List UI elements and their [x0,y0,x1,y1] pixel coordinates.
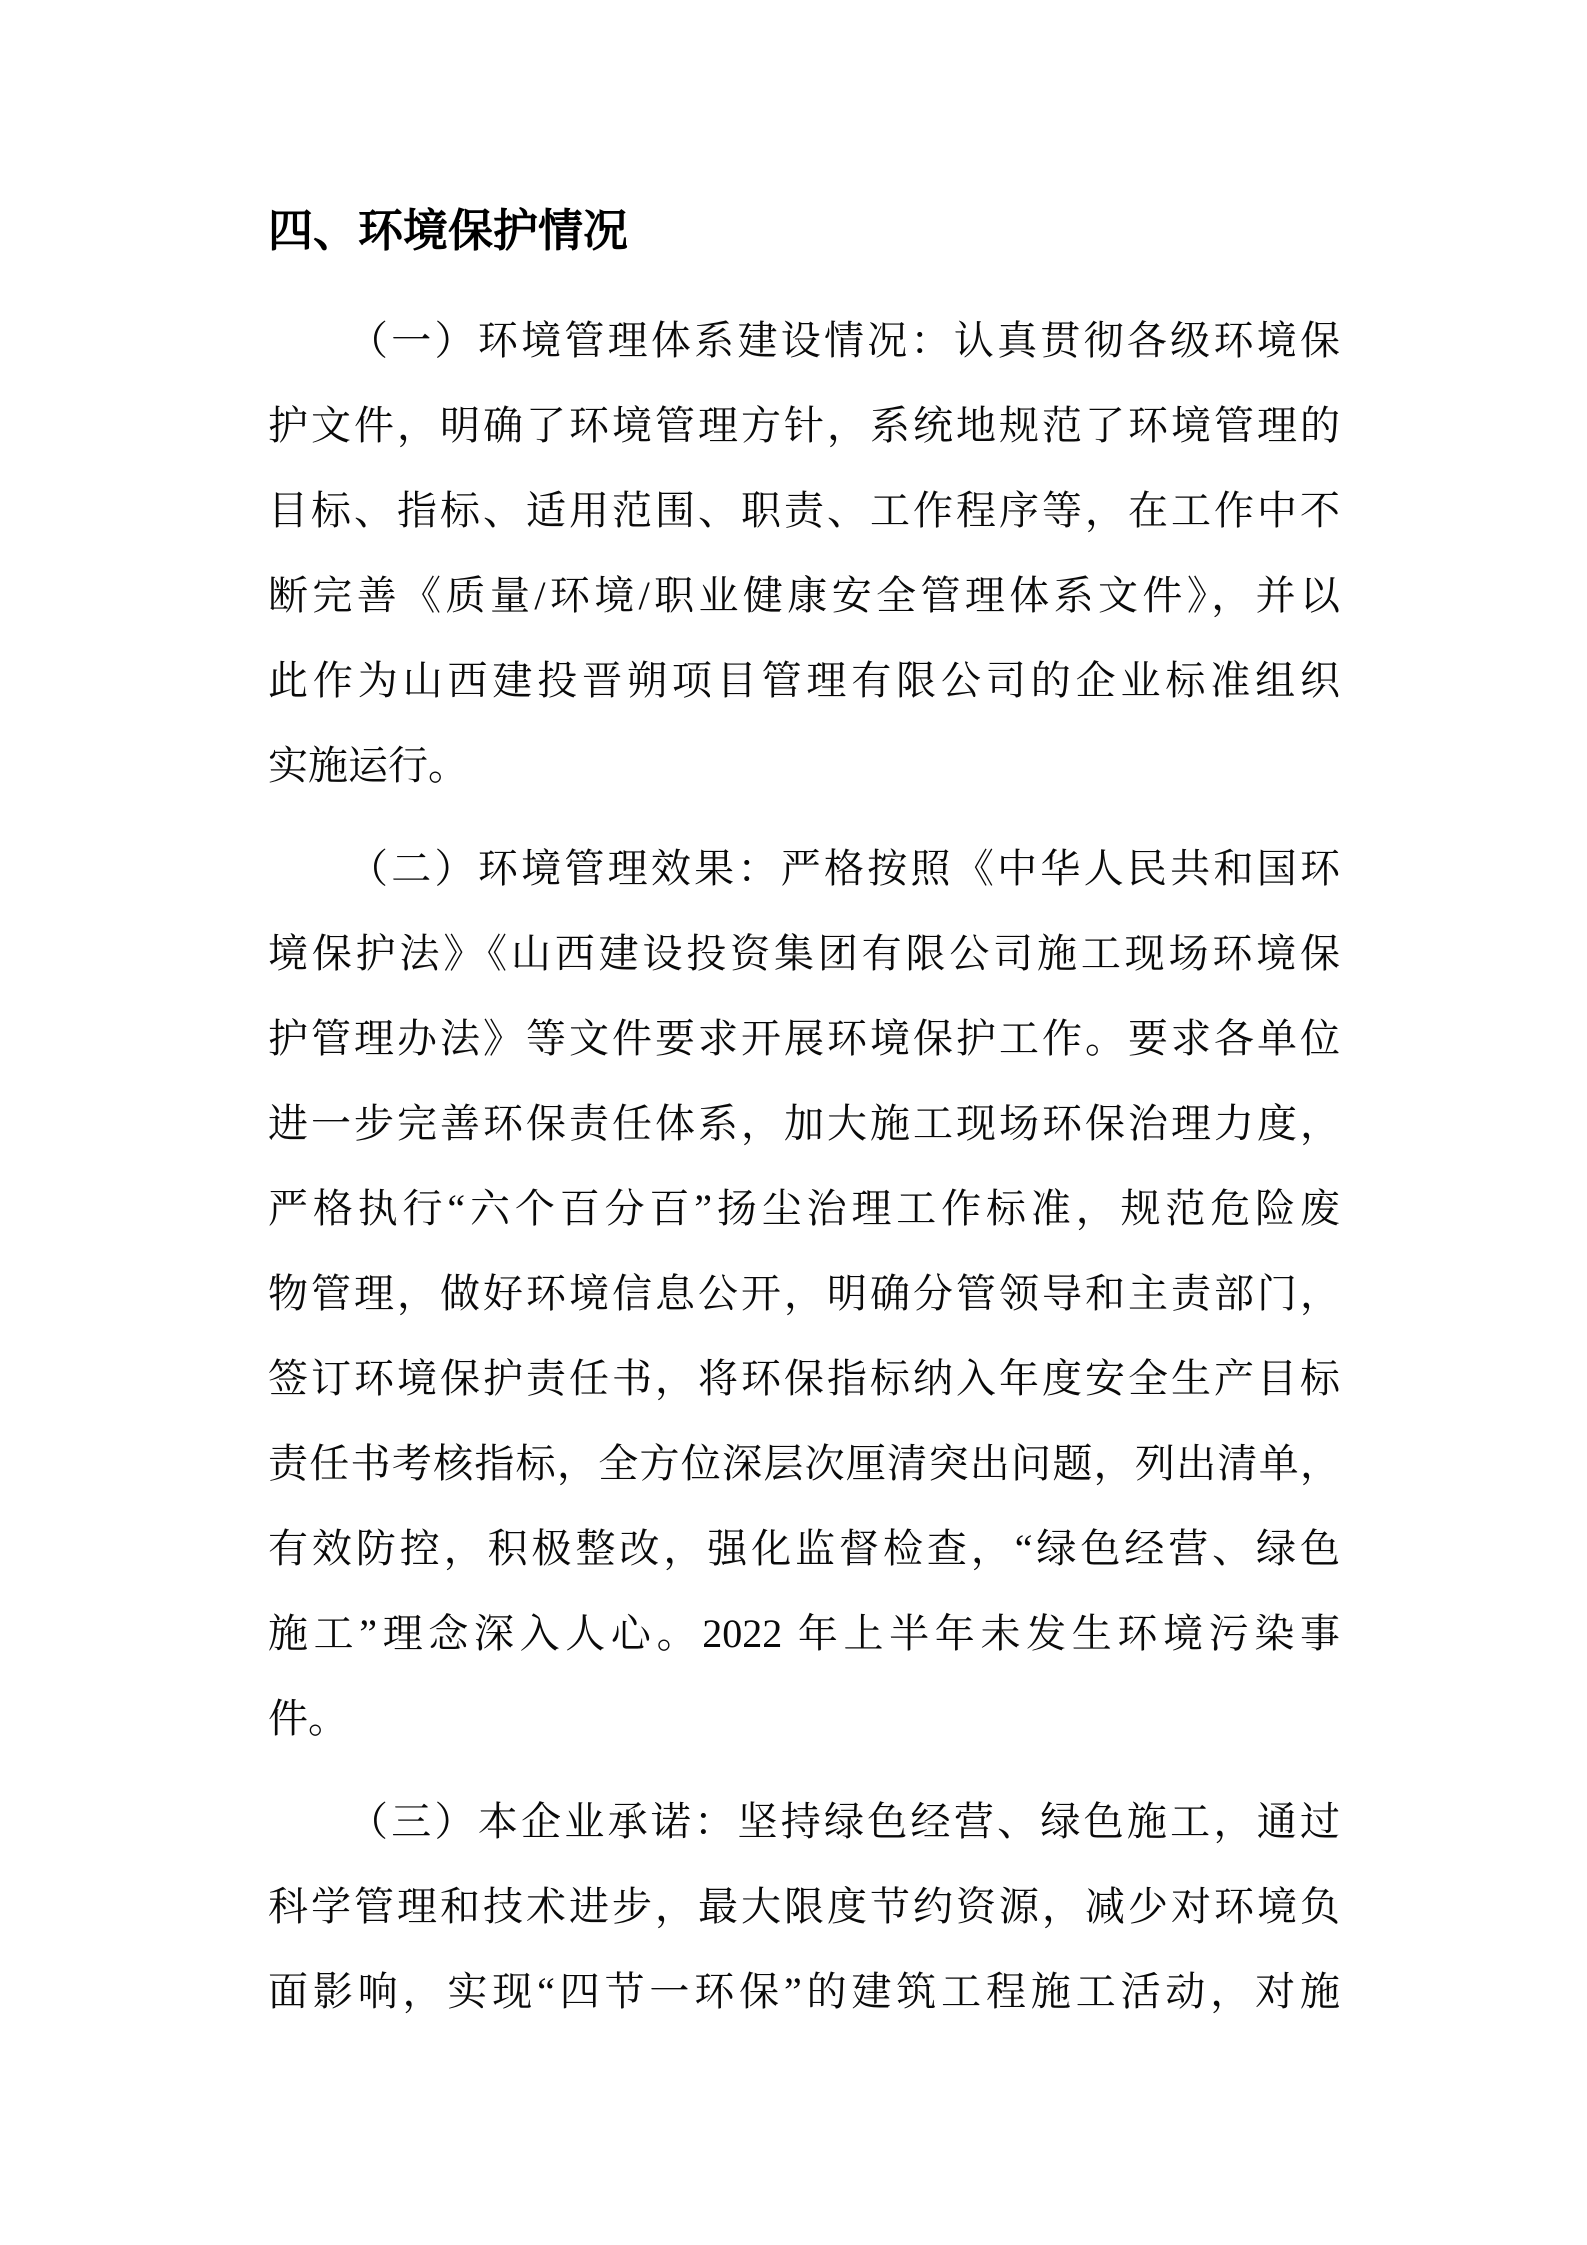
text-line: 境保护法》《山西建设投资集团有限公司施工现场环境保 [268,931,1340,976]
text-line: 实施运行。 [268,743,468,788]
paragraph-container [268,298,1340,2034]
text-line: （一）环境管理体系建设情况：认真贯彻各级环境保 [348,318,1340,363]
text-line: 有效防控，积极整改，强化监督检查，“绿色经营、绿色 [268,1526,1340,1571]
text-line: （三）本企业承诺：坚持绿色经营、绿色施工，通过 [348,1799,1340,1844]
paragraph [268,1779,1340,2034]
text-line: 件。 [268,1696,348,1741]
text-line: 责任书考核指标，全方位深层次厘清突出问题，列出清单， [268,1441,1340,1486]
section-heading: 四、环境保护情况 [268,205,629,256]
text-line: 施工”理念深入人心。2022 年上半年未发生环境污染事 [268,1611,1340,1656]
paragraph [268,826,1340,1761]
text-line: 进一步完善环保责任体系，加大施工现场环保治理力度， [268,1101,1340,1146]
text-line: 物管理，做好环境信息公开，明确分管领导和主责部门， [268,1271,1340,1316]
text-line: 护文件，明确了环境管理方针，系统地规范了环境管理的 [268,403,1340,448]
text-line: 目标、指标、适用范围、职责、工作程序等，在工作中不 [268,488,1340,533]
text-line: 断完善《质量/环境/职业健康安全管理体系文件》，并以 [268,573,1340,618]
text-line: 签订环境保护责任书，将环保指标纳入年度安全生产目标 [268,1356,1340,1401]
text-line: 严格执行“六个百分百”扬尘治理工作标准，规范危险废 [268,1186,1340,1231]
document-content [268,188,1340,2052]
text-line: 此作为山西建投晋朔项目管理有限公司的企业标准组织 [268,658,1340,703]
text-line: 护管理办法》等文件要求开展环境保护工作。要求各单位 [268,1016,1340,1061]
text-line: 科学管理和技术进步，最大限度节约资源，减少对环境负 [268,1884,1340,1929]
paragraph [268,298,1340,808]
text-line: 面影响，实现“四节一环保”的建筑工程施工活动，对施 [268,1969,1340,2014]
text-line: （二）环境管理效果：严格按照《中华人民共和国环 [348,846,1340,891]
